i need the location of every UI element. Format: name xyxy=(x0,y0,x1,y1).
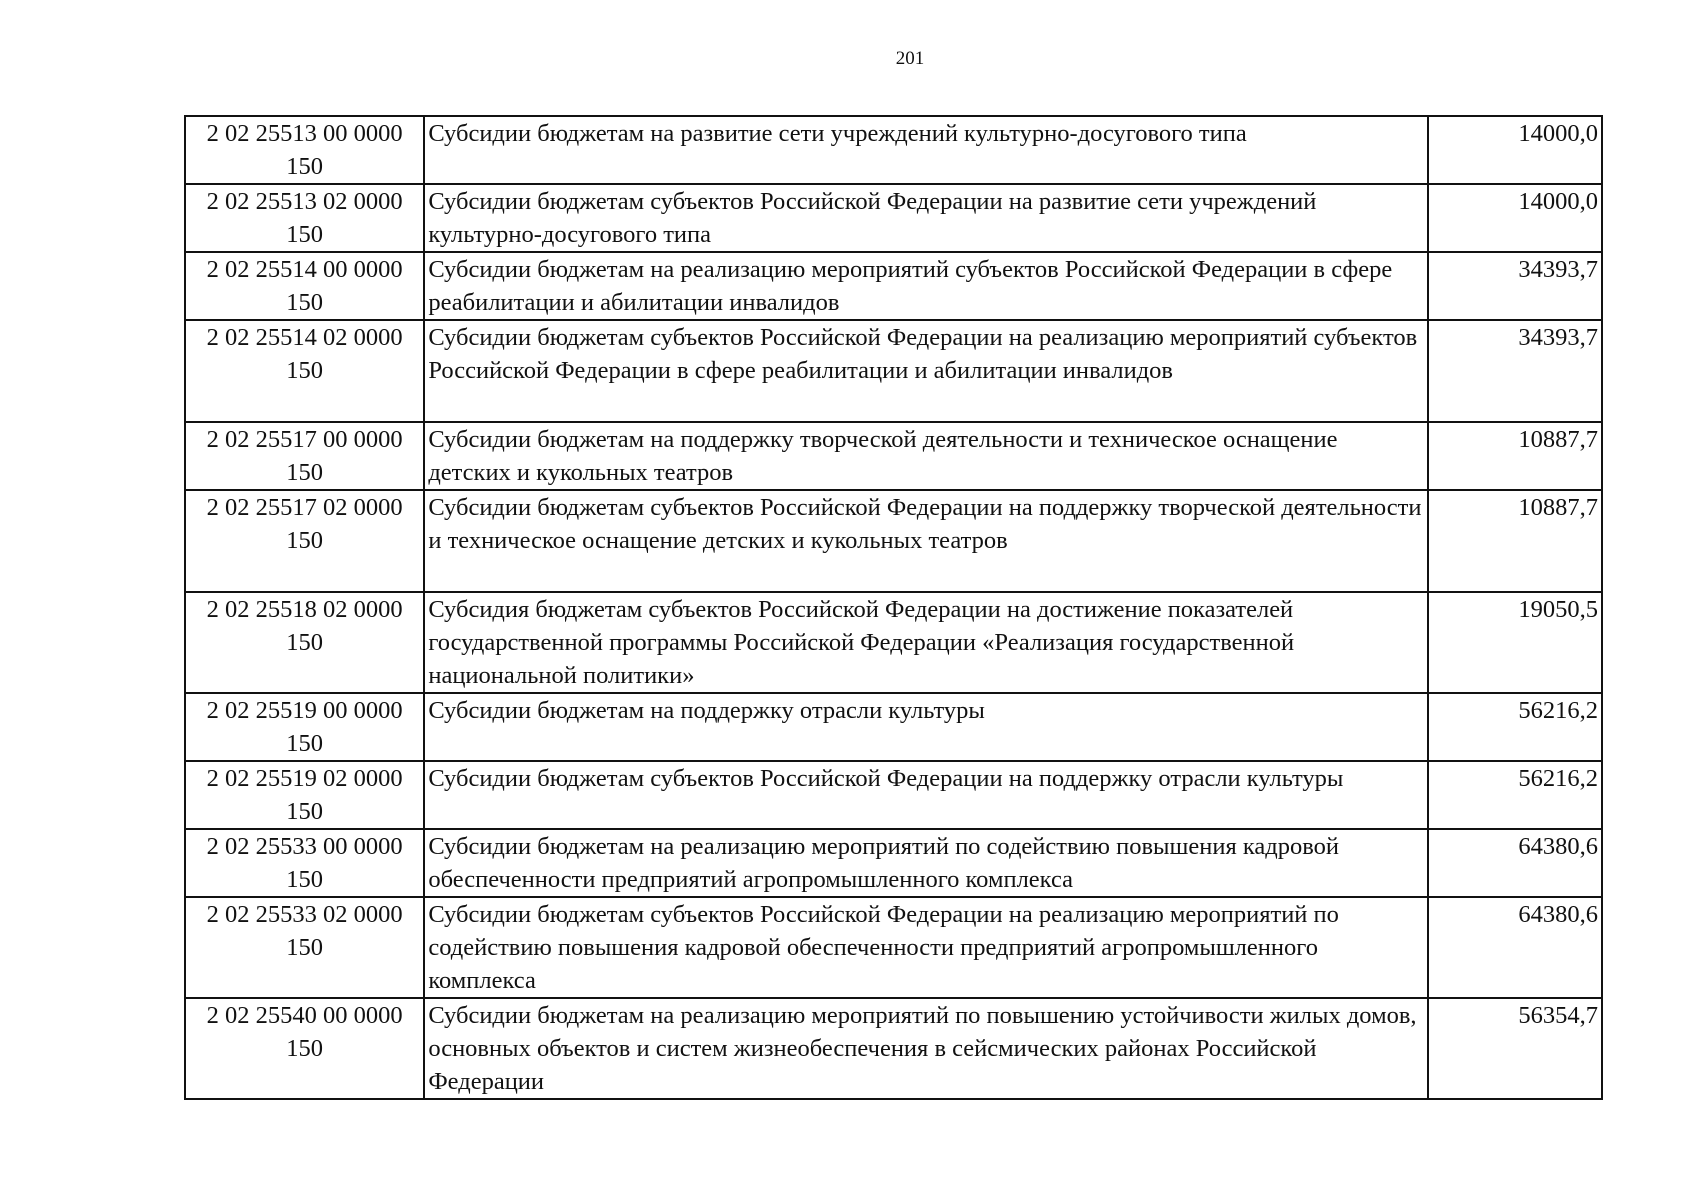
row-description: Субсидии бюджетам субъектов Российской Федерации на реализацию мероприятий по содействию повышения кадровой обеспеченности предприятий агропромышленного комплекса xyxy=(424,897,1427,998)
row-code: 2 02 25519 00 0000 150 xyxy=(185,693,424,761)
table-row xyxy=(185,422,1602,490)
row-description: Субсидии бюджетам на развитие сети учреждений культурно-досугового типа xyxy=(424,116,1427,184)
row-description: Субсидии бюджетам на реализацию мероприятий по повышению устойчивости жилых домов, основных объектов и систем жизнеобеспечения в сейсмических районах Российской Федерации xyxy=(424,998,1427,1099)
row-amount: 34393,7 xyxy=(1428,252,1602,320)
table-row xyxy=(185,829,1602,897)
row-amount: 34393,7 xyxy=(1428,320,1602,422)
table-row xyxy=(185,761,1602,829)
row-description: Субсидии бюджетам субъектов Российской Федерации на реализацию мероприятий субъектов Российской Федерации в сфере реабилитации и абилитации инвалидов xyxy=(424,320,1427,422)
row-description: Субсидии бюджетам на поддержку отрасли культуры xyxy=(424,693,1427,761)
row-amount: 14000,0 xyxy=(1428,184,1602,252)
row-code: 2 02 25514 02 0000 150 xyxy=(185,320,424,422)
row-code: 2 02 25518 02 0000 150 xyxy=(185,592,424,693)
table-row xyxy=(185,897,1602,998)
row-description: Субсидии бюджетам на реализацию мероприятий по содействию повышения кадровой обеспеченности предприятий агропромышленного комплекса xyxy=(424,829,1427,897)
row-description: Субсидии бюджетам на поддержку творческой деятельности и техническое оснащение детских и кукольных театров xyxy=(424,422,1427,490)
table-row xyxy=(185,693,1602,761)
row-amount: 10887,7 xyxy=(1428,422,1602,490)
row-amount: 64380,6 xyxy=(1428,829,1602,897)
row-description: Субсидии бюджетам субъектов Российской Федерации на поддержку творческой деятельности и техническое оснащение детских и кукольных театров xyxy=(424,490,1427,592)
table-row xyxy=(185,320,1602,422)
table-row xyxy=(185,998,1602,1099)
row-code: 2 02 25517 02 0000 150 xyxy=(185,490,424,592)
table-row xyxy=(185,184,1602,252)
row-amount: 64380,6 xyxy=(1428,897,1602,998)
row-code: 2 02 25533 02 0000 150 xyxy=(185,897,424,998)
budget-table xyxy=(184,115,1603,1100)
table-row xyxy=(185,592,1602,693)
row-description: Субсидии бюджетам на реализацию мероприятий субъектов Российской Федерации в сфере реабилитации и абилитации инвалидов xyxy=(424,252,1427,320)
row-code: 2 02 25513 02 0000 150 xyxy=(185,184,424,252)
row-code: 2 02 25533 00 0000 150 xyxy=(185,829,424,897)
table-row xyxy=(185,490,1602,592)
row-description: Субсидии бюджетам субъектов Российской Федерации на поддержку отрасли культуры xyxy=(424,761,1427,829)
row-amount: 14000,0 xyxy=(1428,116,1602,184)
row-code: 2 02 25519 02 0000 150 xyxy=(185,761,424,829)
row-description: Субсидии бюджетам субъектов Российской Федерации на развитие сети учреждений культурно-досугового типа xyxy=(424,184,1427,252)
row-amount: 56216,2 xyxy=(1428,761,1602,829)
row-code: 2 02 25513 00 0000 150 xyxy=(185,116,424,184)
row-amount: 56354,7 xyxy=(1428,998,1602,1099)
table-row xyxy=(185,252,1602,320)
page-number: 201 xyxy=(895,48,925,69)
row-amount: 19050,5 xyxy=(1428,592,1602,693)
row-code: 2 02 25517 00 0000 150 xyxy=(185,422,424,490)
table-row xyxy=(185,116,1602,184)
row-code: 2 02 25514 00 0000 150 xyxy=(185,252,424,320)
row-amount: 10887,7 xyxy=(1428,490,1602,592)
row-description: Субсидия бюджетам субъектов Российской Федерации на достижение показателей государственной программы Российской Федерации «Реализация государственной национальной политики» xyxy=(424,592,1427,693)
row-amount: 56216,2 xyxy=(1428,693,1602,761)
row-code: 2 02 25540 00 0000 150 xyxy=(185,998,424,1099)
